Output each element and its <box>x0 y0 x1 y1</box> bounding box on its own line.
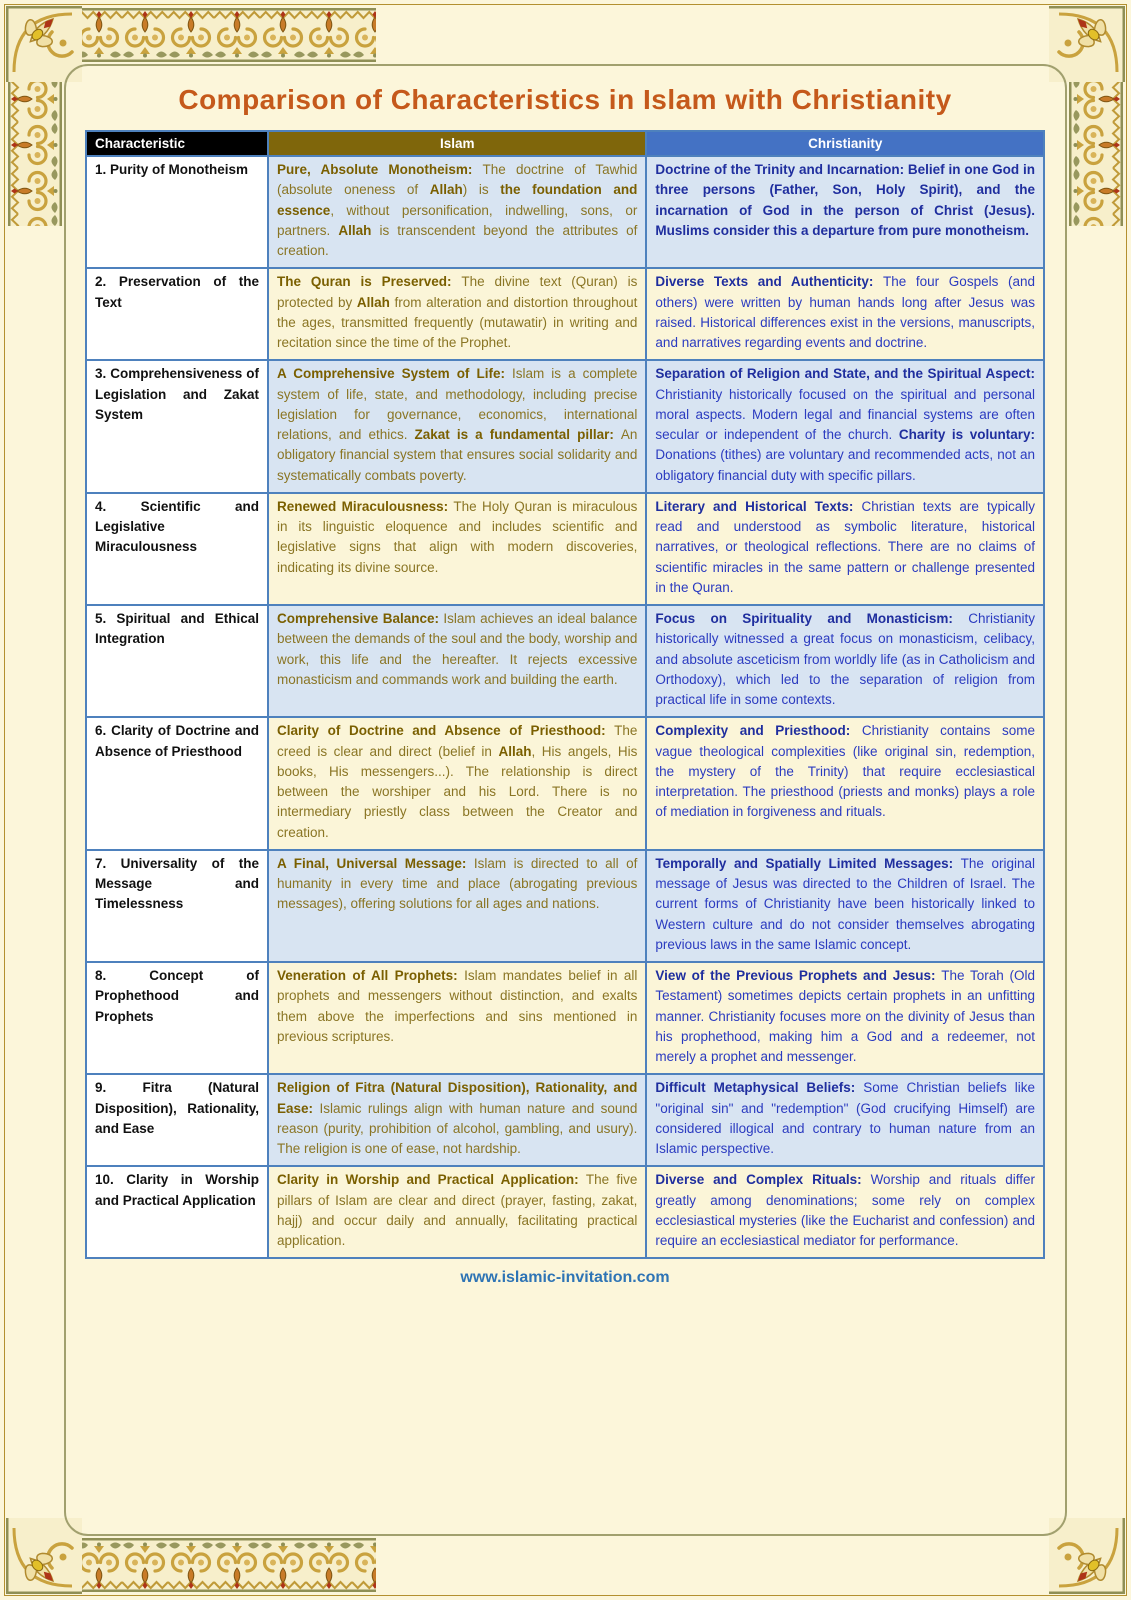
islam-cell: Pure, Absolute Monotheism: The doctrine of Tawhid (absolute oneness of Allah) is the foundation and essence, without personification, indwelling, sons, or partners. Allah is transcendent beyond the attributes of creation. <box>268 156 646 268</box>
ornate-corner-bottom-left <box>6 1518 82 1594</box>
table-row <box>86 493 1044 605</box>
ornate-border-right <box>1069 76 1123 226</box>
islam-cell: Clarity in Worship and Practical Application: The five pillars of Islam are clear and direct (prayer, fasting, zakat, hajj) and occur daily and annually, facilitating practical application. <box>268 1166 646 1258</box>
website-link[interactable]: www.islamic-invitation.com <box>460 1269 670 1287</box>
islam-cell: Comprehensive Balance: Islam achieves an ideal balance between the demands of the soul and the body, worship and work, this life and the hereafter. It rejects excessive monasticism and commands work and building the earth. <box>268 605 646 717</box>
comparison-table <box>85 130 1045 1259</box>
christ-cell: Separation of Religion and State, and the Spiritual Aspect: Christianity historically focused on the spiritual and personal moral aspects. Modern legal and financial systems are often secular or independent of the church. Charity is voluntary: Donations (tithes) are voluntary and recommended acts, not an obligatory financial duty with specific pillars. <box>646 360 1044 493</box>
table-row <box>86 1074 1044 1166</box>
ornate-border-bottom <box>76 1538 376 1592</box>
table-row <box>86 156 1044 268</box>
characteristic-cell: 8. Concept of Prophethood and Prophets <box>86 962 268 1074</box>
islam-cell: A Final, Universal Message: Islam is directed to all of humanity in every time and place (abrogating previous messages), offering solutions for all ages and nations. <box>268 850 646 962</box>
footer <box>85 1269 1045 1287</box>
ornate-corner-bottom-right <box>1049 1518 1125 1594</box>
christ-cell: View of the Previous Prophets and Jesus: The Torah (Old Testament) sometimes depicts certain prophets in an unfitting manner. Christianity focuses more on the divinity of Jesus than his prophethood, making him a God and a redeemer, not merely a prophet and messenger. <box>646 962 1044 1074</box>
christ-cell: Diverse and Complex Rituals: Worship and rituals differ greatly among denominations; some rely on complex ecclesiastical mysteries (like the Eucharist and confession) and require an ecclesiastical mediator for performance. <box>646 1166 1044 1258</box>
christ-cell: Difficult Metaphysical Beliefs: Some Christian beliefs like "original sin" and "redemption" (God crucifying Himself) are considered illogical and contrary to human nature from an Islamic perspective. <box>646 1074 1044 1166</box>
islam-cell: The Quran is Preserved: The divine text (Quran) is protected by Allah from alteration and distortion throughout the ages, transmitted frequently (mutawatir) in writing and recitation since the time of the Prophet. <box>268 268 646 360</box>
islam-cell: Veneration of All Prophets: Islam mandates belief in all prophets and messengers without distinction, and exalts them above the imperfections and sins mentioned in previous scriptures. <box>268 962 646 1074</box>
column-header-characteristic: Characteristic <box>86 131 268 156</box>
characteristic-cell: 9. Fitra (Natural Disposition), Rationality, and Ease <box>86 1074 268 1166</box>
ornate-border-top <box>76 8 376 62</box>
table-row <box>86 268 1044 360</box>
christ-cell: Temporally and Spatially Limited Messages: The original message of Jesus was directed to the Children of Israel. The current forms of Christianity have been historically linked to Western culture and do not consider themselves abrogating previous laws in the same Islamic concept. <box>646 850 1044 962</box>
islam-cell: Renewed Miraculousness: The Holy Quran is miraculous in its linguistic eloquence and includes scientific and legislative signs that align with modern discoveries, indicating its divine source. <box>268 493 646 605</box>
characteristic-cell: 6. Clarity of Doctrine and Absence of Priesthood <box>86 717 268 850</box>
islam-cell: Religion of Fitra (Natural Disposition), Rationality, and Ease: Islamic rulings align with human nature and sound reason (purity, prohibition of alcohol, gambling, and usury). The religion is one of ease, not hardship. <box>268 1074 646 1166</box>
islam-cell: Clarity of Doctrine and Absence of Priesthood: The creed is clear and direct (belief in Allah, His angels, His books, His messengers...). The relationship is direct between the worshiper and his Lord. There is no intermediary priestly class between the Creator and creation. <box>268 717 646 850</box>
characteristic-cell: 4. Scientific and Legislative Miraculousness <box>86 493 268 605</box>
christ-cell: Complexity and Priesthood: Christianity contains some vague theological complexities (like original sin, redemption, the mystery of the Trinity) that require ecclesiastical interpretation. The priesthood (priests and monks) plays a role of mediation in forgiveness and rituals. <box>646 717 1044 850</box>
column-header-christianity: Christianity <box>646 131 1044 156</box>
table-row <box>86 1166 1044 1258</box>
characteristic-cell: 1. Purity of Monotheism <box>86 156 268 268</box>
page-title: Comparison of Characteristics in Islam with Christianity <box>178 84 952 115</box>
christ-cell: Diverse Texts and Authenticity: The four Gospels (and others) were written by human hands long after Jesus was raised. Historical differences exist in the versions, manuscripts, and narratives regarding events and doctrine. <box>646 268 1044 360</box>
ornate-border-left <box>8 76 62 226</box>
characteristic-cell: 3. Comprehensiveness of Legislation and Zakat System <box>86 360 268 493</box>
content-area <box>85 76 1045 1287</box>
characteristic-cell: 2. Preservation of the Text <box>86 268 268 360</box>
ornate-corner-top-left <box>6 6 82 82</box>
table-row <box>86 717 1044 850</box>
characteristic-cell: 5. Spiritual and Ethical Integration <box>86 605 268 717</box>
christ-cell: Literary and Historical Texts: Christian texts are typically read and understood as symbolic literature, historical narratives, or theological reflections. There are no claims of scientific miracles in the same pattern or challenge presented in the Quran. <box>646 493 1044 605</box>
column-header-islam: Islam <box>268 131 646 156</box>
table-row <box>86 360 1044 493</box>
table-row <box>86 850 1044 962</box>
christ-cell: Doctrine of the Trinity and Incarnation: Belief in one God in three persons (Father, Son, Holy Spirit), and the incarnation of God in the person of Christ (Jesus). Muslims consider this a departure from pure monotheism. <box>646 156 1044 268</box>
characteristic-cell: 7. Universality of the Message and Timelessness <box>86 850 268 962</box>
table-row <box>86 962 1044 1074</box>
christ-cell: Focus on Spirituality and Monasticism: Christianity historically witnessed a great focus on monasticism, celibacy, and absolute asceticism from worldly life (as in Catholicism and Orthodoxy), which led to the separation of religion from practical life in some contexts. <box>646 605 1044 717</box>
table-row <box>86 605 1044 717</box>
header-row <box>86 131 1044 156</box>
islam-cell: A Comprehensive System of Life: Islam is a complete system of life, state, and methodology, including precise legislation for governance, economics, international relations, and ethics. Zakat is a fundamental pillar: An obligatory financial system that ensures social solidarity and systematically combats poverty. <box>268 360 646 493</box>
characteristic-cell: 10. Clarity in Worship and Practical Application <box>86 1166 268 1258</box>
ornate-corner-top-right <box>1049 6 1125 82</box>
